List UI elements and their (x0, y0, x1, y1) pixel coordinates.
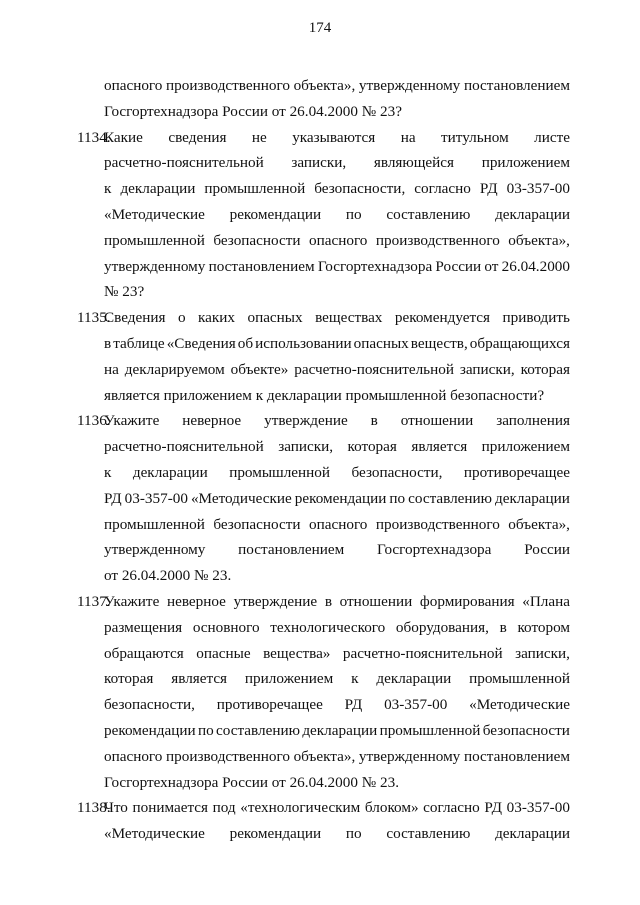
question-number: 1134. (77, 129, 111, 146)
word: промышленной (204, 180, 306, 197)
word: по (197, 722, 214, 739)
word: «технологическим (240, 799, 361, 816)
text-line (104, 513, 570, 537)
word: противоречащее (463, 464, 570, 481)
word: об (237, 335, 254, 352)
word: под (212, 799, 236, 816)
word: промышленной (104, 516, 205, 533)
word: к (351, 670, 359, 687)
word: основного (192, 619, 260, 636)
word: является (171, 670, 228, 687)
word: записки, (291, 154, 347, 171)
word: к (104, 180, 112, 197)
word: безопасности (213, 516, 301, 533)
text-line (104, 538, 570, 562)
word: 03-357-00 (506, 799, 570, 816)
word: Что (104, 799, 128, 816)
word: утвержденному (358, 77, 461, 94)
word: согласно (414, 180, 471, 197)
word: записки, (515, 645, 570, 662)
word: оборудования, (395, 619, 489, 636)
word: по (389, 490, 406, 507)
word: объекта», (293, 77, 356, 94)
text-line (104, 461, 570, 485)
text-line (104, 667, 570, 691)
word: указываются (292, 129, 376, 146)
word: постановлением (238, 541, 345, 558)
text-line: № 23? (104, 283, 145, 300)
word: Сведения (104, 309, 166, 326)
word: рекомендуется (394, 309, 491, 326)
question-number: 1137. (77, 593, 111, 610)
word: к (104, 464, 112, 481)
word: декларации (132, 464, 208, 481)
word: приложением (244, 670, 334, 687)
text-line (104, 590, 570, 614)
word: неверное (182, 412, 242, 429)
text-line (104, 229, 570, 253)
word: России (524, 541, 570, 558)
word: веществах (315, 309, 383, 326)
word: РД (484, 799, 503, 816)
word: составлению (216, 722, 300, 739)
word: размещения (104, 619, 183, 636)
word: опасных (353, 335, 409, 352)
text-line (104, 177, 570, 201)
word: РД (479, 180, 498, 197)
word: технологического (270, 619, 386, 636)
word: составлению (408, 490, 493, 507)
word: производственного (375, 232, 500, 249)
page-number: 174 (308, 20, 332, 36)
word: безопасности, (351, 464, 443, 481)
word: безопасности (482, 722, 570, 739)
word: Госгортехнадзора (317, 258, 433, 275)
text-line (104, 306, 570, 330)
word: приводить (502, 309, 570, 326)
word: Укажите (104, 412, 160, 429)
word: 26.04.2000 (501, 258, 570, 275)
word: таблице (113, 335, 165, 352)
word: опасные (196, 645, 251, 662)
word: декларации (376, 670, 452, 687)
word: России (435, 258, 482, 275)
text-line (104, 151, 570, 175)
word: «Сведения (166, 335, 236, 352)
word: в (499, 619, 507, 636)
text-line (104, 126, 570, 150)
text-line (104, 358, 570, 382)
word: неверное (166, 593, 226, 610)
text-line: от 26.04.2000 № 23. (104, 567, 232, 584)
word: заполнения (496, 412, 570, 429)
word: обращающихся (469, 335, 570, 352)
word: производственного (166, 77, 290, 94)
word: расчетно-пояснительной (342, 645, 503, 662)
word: расчетно-пояснительной (294, 361, 454, 378)
word: рекомендации (294, 490, 387, 507)
text-line (104, 203, 570, 227)
word: титульном (441, 129, 509, 146)
word: производственного (166, 748, 290, 765)
word: «Методические (469, 696, 570, 713)
word: по (345, 206, 362, 223)
question-number: 1136. (77, 412, 111, 429)
word: составлению (386, 206, 471, 223)
word: является (411, 438, 468, 455)
word: приложением (481, 438, 570, 455)
word: постановлением (208, 258, 315, 275)
word: постановлением (463, 77, 570, 94)
word: записки, (278, 438, 334, 455)
word: утвержденному (104, 258, 206, 275)
text-line (104, 255, 570, 279)
text-line (104, 409, 570, 433)
word: промышленной (104, 232, 205, 249)
word: Госгортехнадзора (377, 541, 492, 558)
word: отношении (339, 593, 413, 610)
word: «Методические (104, 206, 205, 223)
word: приложением (481, 154, 570, 171)
word: использовании (255, 335, 352, 352)
word: рекомендации (229, 825, 322, 842)
word: опасного (309, 516, 368, 533)
word: опасного (104, 77, 163, 94)
word: объекта», (508, 232, 570, 249)
word: расчетно-пояснительной (104, 438, 264, 455)
text-line: Госгортехнадзора России от 26.04.2000 № 23. (104, 774, 399, 791)
word: на (104, 361, 119, 378)
word: составлению (386, 825, 471, 842)
word: которая (104, 670, 154, 687)
word: 03-357-00 (506, 180, 570, 197)
text-line (104, 796, 570, 820)
word: декларации (495, 825, 570, 842)
word: каких (198, 309, 235, 326)
word: формирования (419, 593, 515, 610)
word: на (400, 129, 416, 146)
word: «Методические (190, 490, 292, 507)
word: по (345, 825, 362, 842)
word: утверждение (264, 412, 348, 429)
word: декларации (495, 206, 570, 223)
word: РД (104, 490, 122, 507)
word: в (370, 412, 378, 429)
word: веществ, (410, 335, 468, 352)
text-line (104, 616, 570, 640)
word: РД (344, 696, 363, 713)
word: от (484, 258, 499, 275)
text-line (104, 487, 570, 511)
text-line (104, 745, 570, 769)
word: объекта», (508, 516, 570, 533)
word: обращаются (104, 645, 184, 662)
word: утвержденному (358, 748, 461, 765)
text-line (104, 719, 570, 743)
word: отношении (400, 412, 474, 429)
text-line: Госгортехнадзора России от 26.04.2000 № 23? (104, 103, 402, 120)
word: сведения (168, 129, 227, 146)
word: промышленной (469, 670, 570, 687)
word: которая (347, 438, 397, 455)
word: опасного (104, 748, 163, 765)
word: о (177, 309, 186, 326)
text-line (104, 693, 570, 717)
word: декларации (302, 722, 378, 739)
word: декларируемом (124, 361, 225, 378)
text-line (104, 332, 570, 356)
word: утвержденному (104, 541, 206, 558)
word: «Плана (522, 593, 570, 610)
word: объекта», (293, 748, 356, 765)
word: являющейся (373, 154, 455, 171)
word: Какие (104, 129, 143, 146)
word: Укажите (104, 593, 160, 610)
word: записки, (459, 361, 515, 378)
word: безопасности (213, 232, 301, 249)
word: противоречащее (216, 696, 323, 713)
word: в (324, 593, 332, 610)
word: согласно (423, 799, 480, 816)
word: не (251, 129, 267, 146)
text-line (104, 822, 570, 846)
word: котором (517, 619, 570, 636)
question-number: 1138. (77, 799, 111, 816)
word: расчетно-пояснительной (104, 154, 264, 171)
word: 03-357-00 (384, 696, 448, 713)
word: понимается (132, 799, 209, 816)
question-number: 1135. (77, 309, 111, 326)
word: декларации (495, 490, 570, 507)
word: «Методические (104, 825, 205, 842)
word: которая (520, 361, 570, 378)
word: объекте» (230, 361, 289, 378)
word: опасного (309, 232, 368, 249)
word: рекомендации (229, 206, 322, 223)
word: декларации (120, 180, 196, 197)
word: безопасности, (314, 180, 406, 197)
word: безопасности, (104, 696, 195, 713)
word: вещества» (263, 645, 331, 662)
word: утверждение (233, 593, 318, 610)
word: 03-357-00 (124, 490, 188, 507)
word: рекомендации (104, 722, 196, 739)
word: промышленной (379, 722, 481, 739)
word: опасных (247, 309, 303, 326)
word: в (104, 335, 112, 352)
word: листе (534, 129, 570, 146)
word: промышленной (229, 464, 331, 481)
text-line (104, 642, 570, 666)
text-line (104, 74, 570, 98)
word: производственного (375, 516, 500, 533)
text-line: является приложением к декларации промышленной безопасности? (104, 387, 545, 404)
word: постановлением (463, 748, 570, 765)
word: блоком» (364, 799, 419, 816)
text-line (104, 435, 570, 459)
